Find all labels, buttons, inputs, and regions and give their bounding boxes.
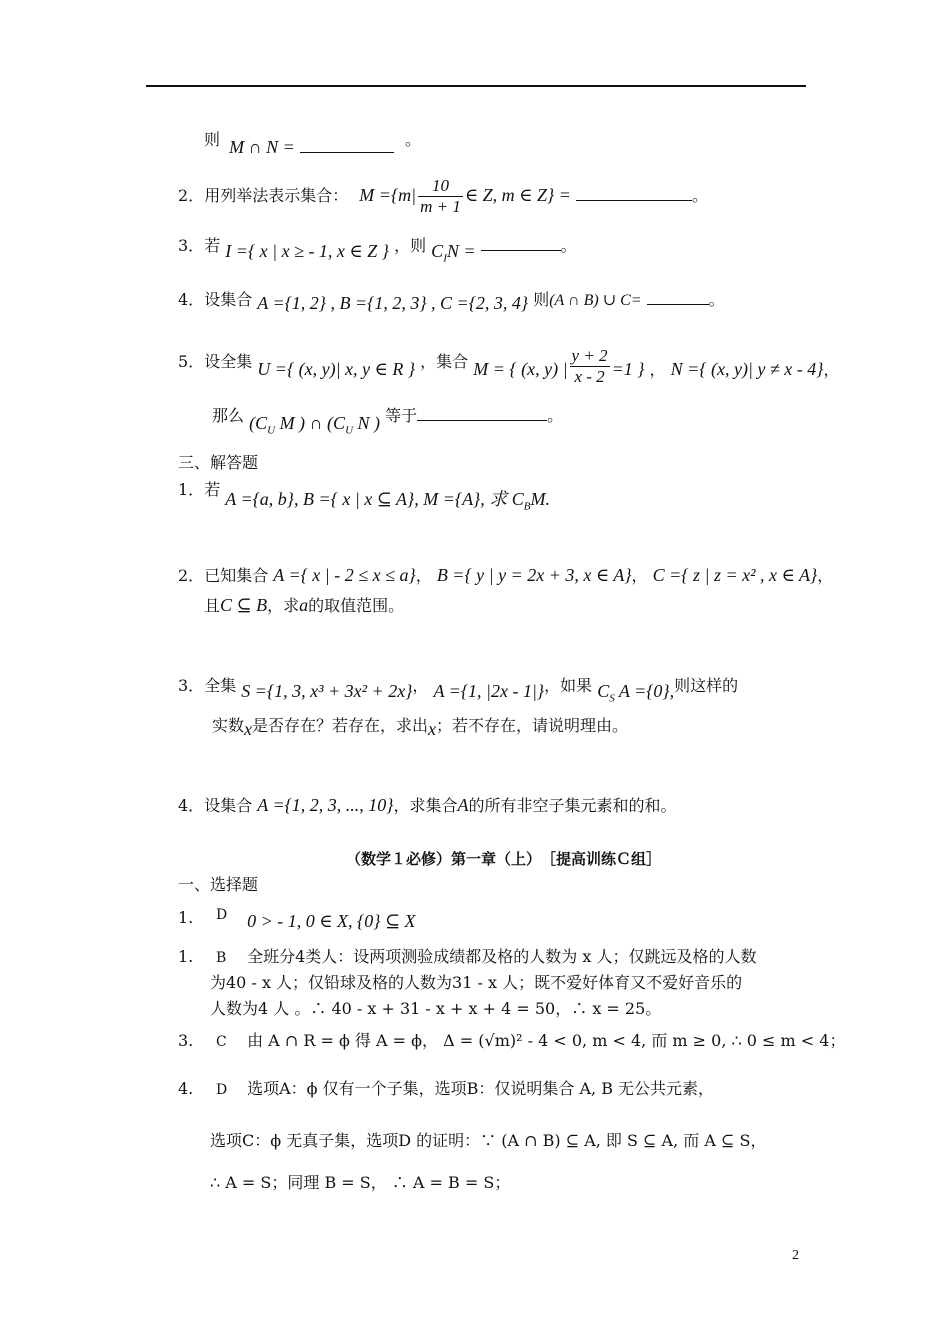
answer-blank — [481, 236, 561, 251]
fill-in-question-5 — [178, 342, 840, 386]
end-mark: 。 — [404, 130, 421, 149]
subscript: B — [523, 500, 531, 513]
fraction — [570, 346, 610, 387]
fill-in-question-4 — [178, 288, 725, 312]
set-expr: N ={ (x, y)| y ≠ x - 4} — [670, 359, 824, 379]
answer-blank — [300, 138, 394, 153]
page-number: 2 — [792, 1248, 799, 1263]
expr-part: N ) — [353, 413, 381, 433]
set-expr: A ={1, 2} , B ={1, 2, 3} , C ={2, 3, 4} — [257, 293, 529, 313]
set-expr: A ={1, |2x - 1|} — [433, 681, 545, 701]
question-text: 实数 — [212, 716, 245, 735]
set-expr: C ⊆ B — [220, 595, 268, 615]
set-expr: M = { (x, y) | — [473, 359, 568, 379]
expr-part: (C — [249, 413, 268, 433]
question-text: ， — [823, 360, 840, 379]
solution-choice: B — [216, 950, 227, 966]
cont-expr: M ∩ N = — [229, 137, 295, 157]
set-expr: S ={1, 3, x³ + 3x² + 2x} — [241, 681, 413, 701]
solution-1 — [178, 906, 416, 930]
solutions-section-title: 一、选择题 — [178, 875, 259, 894]
expr-part: A ={0}, — [614, 681, 675, 701]
question-text: ，则 — [394, 236, 427, 255]
set-expr: (A ∩ B) ∪ C= — [549, 292, 642, 309]
question-text: ， — [412, 676, 429, 695]
problem-expr — [225, 489, 550, 513]
answer-question-4 — [178, 794, 677, 817]
question-text: ，如果 — [544, 676, 593, 695]
question-text: ， — [817, 566, 834, 585]
question-text: 用列举法表示集合： — [204, 186, 349, 205]
complement-target: N = — [446, 241, 476, 261]
fill-in-question-5-line2 — [212, 404, 564, 437]
complement-expr — [249, 413, 381, 437]
expr-part: A ={a, b}, B ={ x | x ⊆ A}, M ={A}, 求 C — [225, 489, 524, 509]
solution-text: 选项A：ϕ 仅有一个子集，选项B：仅说明集合 A, B 无公共元素， — [247, 1079, 715, 1098]
end-mark: 。 — [691, 186, 708, 205]
question-text: 全集 — [204, 676, 237, 695]
fill-in-question-3 — [178, 234, 577, 264]
question-text: ， — [649, 360, 666, 379]
question-text: ， — [631, 566, 648, 585]
section-title: 三、解答题 — [178, 453, 259, 472]
header-rule — [146, 85, 806, 87]
solution-2-line2: 为40 - x 人；仅铅球及格的人数为31 - x 人；既不爱好体育又不爱好音乐的 — [210, 973, 743, 992]
question-text: ，求 — [267, 596, 300, 615]
fill-in-continuation — [204, 128, 421, 157]
set-expr-tail: =1 } — [611, 359, 645, 379]
solution-expr: 0 > - 1, 0 ∈ X, {0} ⊆ X — [247, 911, 416, 931]
fill-in-question-2 — [178, 176, 708, 217]
fraction-denominator: m + 1 — [420, 197, 461, 216]
question-text: 是否存在？若存在，求出 — [252, 716, 429, 735]
fraction-numerator: 10 — [418, 176, 463, 197]
set-expr: U ={ (x, y)| x, y ∈ R } — [257, 359, 416, 379]
answer-question-2 — [178, 564, 833, 587]
question-text: 则 — [533, 290, 550, 309]
set-expr: A ={ x | - 2 ≤ x ≤ a} — [273, 565, 416, 585]
question-text: 等于 — [385, 406, 418, 425]
variable: a — [299, 595, 309, 615]
solution-text: 全班分4类人：设两项测验成绩都及格的人数为 x 人；仅跳远及格的人数 — [247, 947, 757, 966]
solution-4-line3: ∴ A = S；同理 B = S， ∴ A = B = S； — [210, 1173, 511, 1192]
complement-symbol: C — [431, 241, 444, 261]
question-number: 4． — [178, 290, 205, 309]
question-text: 已知集合 — [204, 566, 269, 585]
question-text: ，求集合 — [393, 796, 458, 815]
question-text: 且 — [204, 596, 221, 615]
fraction — [418, 176, 463, 217]
answer-blank — [647, 290, 709, 305]
answer-blank — [417, 406, 547, 421]
subscript: U — [345, 424, 354, 437]
set-expr-tail: ∈ Z, m ∈ Z} = — [464, 185, 571, 205]
question-text: ， — [415, 566, 432, 585]
question-number: 5． — [178, 352, 205, 371]
subscript: U — [267, 424, 276, 437]
variable: A — [457, 795, 469, 815]
question-number: 4． — [178, 796, 205, 815]
question-text: ，集合 — [420, 352, 469, 371]
variable: x — [244, 719, 253, 739]
question-number: 3． — [178, 236, 205, 255]
question-text: 的取值范围。 — [308, 596, 405, 615]
solution-4-line2: 选项C：ϕ 无真子集，选项D 的证明：∵ (A ∩ B) ⊆ A, 即 S ⊆ A, 而 A ⊆ S， — [210, 1131, 767, 1150]
solution-2-line3: 人数为4 人 。∴ 40 - x + 31 - x + x + 4 = 50，∴ x = 25。 — [210, 999, 662, 1018]
complement-subscript: I — [443, 252, 447, 265]
question-number: 1． — [178, 480, 205, 499]
solution-choice: D — [216, 907, 228, 923]
set-expr: B ={ y | y = 2x + 3, x ∈ A} — [436, 565, 632, 585]
solution-number: 1. — [178, 908, 194, 927]
set-expr: C ={ z | z = x² , x ∈ A} — [652, 565, 818, 585]
expr-part: C — [597, 681, 610, 701]
question-number: 2． — [178, 186, 205, 205]
subscript: S — [609, 692, 615, 705]
solution-choice: D — [216, 1082, 228, 1098]
answer-question-2-line2 — [204, 594, 404, 617]
set-expr: M ={m| — [359, 185, 417, 205]
solution-number: 3. — [178, 1031, 194, 1050]
solution-3 — [178, 1030, 845, 1053]
answer-blank — [576, 186, 692, 201]
fraction-denominator: x - 2 — [574, 367, 605, 386]
set-expr: A ={1, 2, 3, ..., 10} — [257, 795, 394, 815]
question-text: 则这样的 — [674, 676, 739, 695]
question-text: 设集合 — [204, 796, 253, 815]
solution-number: 1. — [178, 947, 194, 966]
question-number: 3． — [178, 676, 205, 695]
question-text: 设集合 — [204, 290, 253, 309]
fraction-numerator: y + 2 — [571, 346, 608, 365]
end-mark: 。 — [560, 236, 577, 255]
solution-4 — [178, 1078, 714, 1101]
question-text: ；若不存在，请说明理由。 — [436, 716, 629, 735]
answer-question-1 — [178, 478, 550, 513]
question-text: 若 — [204, 236, 221, 255]
question-text: 设全集 — [204, 352, 253, 371]
solutions-heading: （数学１必修）第一章（上） ［提高训练Ｃ组］ — [346, 850, 662, 868]
variable: x — [428, 719, 437, 739]
solution-choice: C — [216, 1034, 227, 1050]
solution-text: 由 A ∩ R = ϕ 得 A = ϕ， Δ = (√m)² - 4 < 0, m < 4, 而 m ≥ 0, ∴ 0 ≤ m < 4； — [247, 1031, 846, 1050]
expr-part: M ) ∩ (C — [275, 413, 346, 433]
complement-expr — [431, 241, 476, 265]
expr-part: M. — [530, 489, 550, 509]
solution-2 — [178, 946, 756, 969]
question-number: 2． — [178, 566, 205, 585]
set-expr: I ={ x | x ≥ - 1, x ∈ Z } — [225, 241, 389, 261]
cont-prefix: 则 — [204, 130, 221, 149]
question-text: 那么 — [212, 406, 245, 425]
solution-number: 4. — [178, 1079, 194, 1098]
question-text: 若 — [204, 480, 221, 499]
answer-question-3 — [178, 674, 738, 704]
answer-question-3-line2 — [212, 714, 628, 737]
end-mark: 。 — [708, 290, 725, 309]
question-text: 的所有非空子集元素和的和。 — [468, 796, 677, 815]
complement-expr — [597, 681, 675, 705]
end-mark: 。 — [547, 406, 564, 425]
